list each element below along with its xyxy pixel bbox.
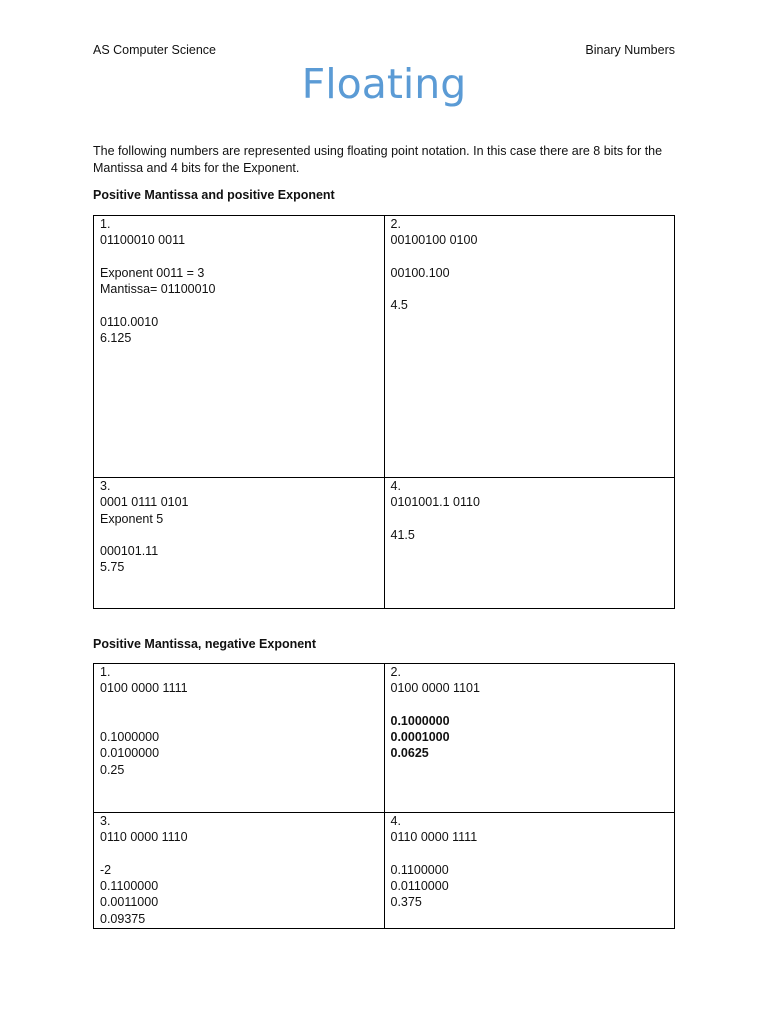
cell-text-line: 01100010 0011: [100, 233, 186, 248]
cell-text-line: [391, 249, 669, 265]
cell-text-line: [100, 713, 378, 729]
cell-text-line: 0001 0111 0101: [100, 495, 189, 510]
cell-text-line: 0.0100000: [100, 746, 160, 761]
cell-4: [384, 478, 675, 609]
intro-paragraph: The following numbers are represented using floating point notation. In this case there are 8 bits for the Mantissa and 4 bits for the Exponent.: [93, 144, 663, 175]
cell-text-line: 0.0011000: [100, 895, 159, 910]
table-negative-exponent: [93, 663, 675, 929]
cell-text-line: 0.1100000: [390, 862, 449, 877]
cell-text-line: [100, 527, 378, 543]
cell-3: [94, 813, 385, 929]
cell-text-line: 0110 0000 1111: [390, 830, 478, 845]
cell-text-line: 0.1000000: [100, 730, 160, 745]
cell-text-line: 1.: [100, 665, 111, 679]
cell-text-line: [391, 281, 669, 297]
cell-text-line: 0.09375: [100, 911, 146, 926]
cell-text-line: [391, 846, 669, 862]
cell-text-line: [100, 846, 378, 862]
cell-text-line: 0101001.1 0110: [390, 495, 480, 510]
cell-text-line: -2: [100, 862, 112, 877]
cell-text-line: 00100100 0100: [390, 233, 478, 248]
cell-text-line: [391, 511, 669, 527]
cell-text-line: 0.375: [390, 895, 422, 910]
cell-text-line: 0.25: [100, 762, 125, 777]
cell-4: [384, 813, 675, 929]
cell-text-line: 2.: [390, 665, 401, 679]
cell-1: [94, 664, 385, 813]
cell-2: [384, 664, 675, 813]
cell-text-line: 0.0110000: [390, 879, 449, 894]
section-heading-negative-exponent: Positive Mantissa, negative Exponent: [93, 637, 316, 651]
cell-text-line: [100, 697, 378, 713]
table-positive-exponent: [93, 215, 675, 609]
cell-1: [94, 216, 385, 478]
cell-text-line: [391, 697, 669, 713]
cell-text-line: 4.: [390, 479, 401, 493]
cell-text-line: 0.0625: [390, 746, 429, 761]
cell-text-line: 4.: [390, 814, 401, 828]
cell-text-line: 3.: [100, 814, 111, 828]
header-course: AS Computer Science: [93, 43, 216, 57]
cell-text-line: 4.5: [390, 298, 408, 313]
cell-text-line: 00100.100: [390, 265, 450, 280]
cell-text-line: 0.1100000: [100, 879, 159, 894]
cell-text-line: 5.75: [100, 560, 125, 575]
cell-text-line: Mantissa= 01100010: [100, 282, 216, 297]
cell-text-line: 0100 0000 1111: [100, 681, 188, 696]
cell-text-line: Exponent 5: [100, 511, 164, 526]
cell-text-line: 0110 0000 1110: [100, 830, 188, 845]
cell-text-line: 1.: [100, 217, 111, 231]
cell-text-line: 0100 0000 1101: [390, 681, 480, 696]
cell-text-line: [100, 297, 378, 313]
cell-3: [94, 478, 385, 609]
cell-text-line: 000101.11: [100, 544, 159, 559]
cell-text-line: 0.0001000: [390, 730, 450, 745]
cell-text-line: Exponent 0011 = 3: [100, 265, 205, 280]
cell-text-line: 2.: [390, 217, 401, 231]
cell-text-line: 0.1000000: [390, 713, 450, 728]
cell-text-line: 0110.0010: [100, 314, 159, 329]
cell-text-line: 6.125: [100, 331, 132, 346]
cell-text-line: 41.5: [390, 527, 415, 542]
section-heading-positive-exponent: Positive Mantissa and positive Exponent: [93, 188, 335, 202]
cell-text-line: 3.: [100, 479, 111, 493]
page-title: Floating: [301, 60, 467, 108]
cell-2: [384, 216, 675, 478]
header-topic: Binary Numbers: [585, 43, 675, 57]
cell-text-line: [100, 249, 378, 265]
